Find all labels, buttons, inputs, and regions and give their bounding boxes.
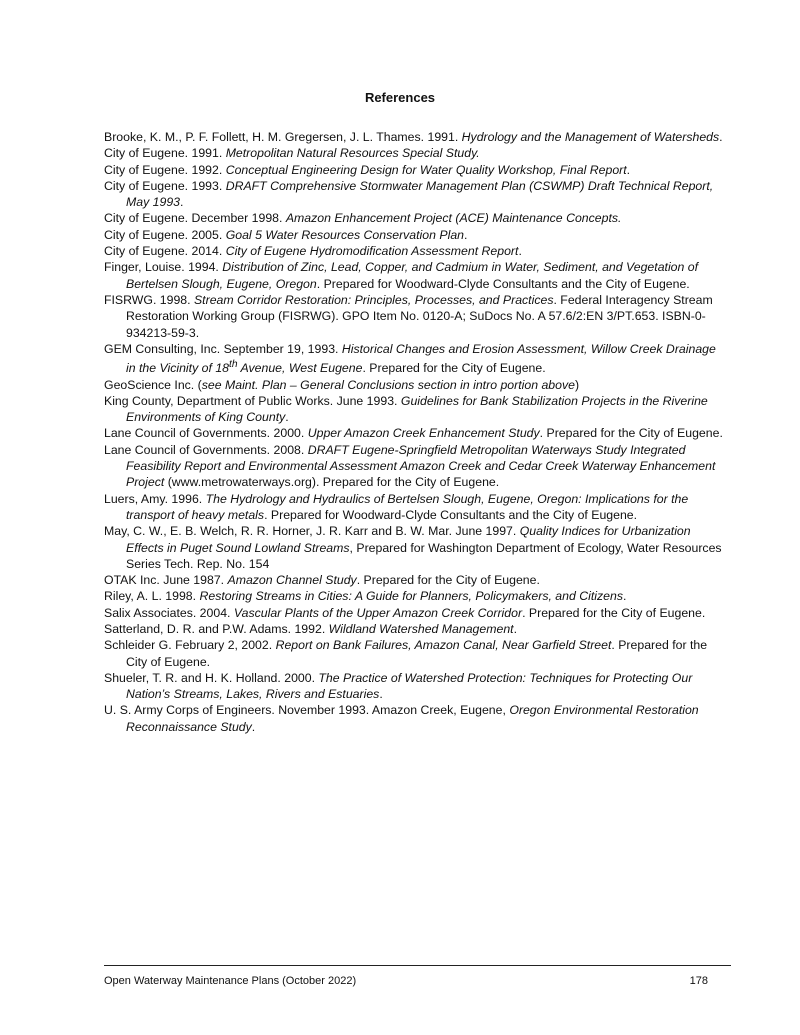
reference-title-continued: Avenue, West Eugene — [237, 361, 363, 376]
reference-entry — [104, 259, 724, 292]
reference-entry — [104, 393, 724, 426]
footer-divider — [104, 965, 731, 966]
reference-author-date: Brooke, K. M., P. F. Follett, H. M. Gregersen, J. L. Thames. 1991. — [104, 130, 462, 144]
reference-publication-details: . — [285, 410, 289, 425]
reference-publication-details: . Prepared for the City of Eugene. — [126, 638, 708, 669]
reference-publication-details: . — [464, 227, 468, 242]
reference-entry — [104, 178, 724, 211]
reference-publication-details: . Prepared for the City of Eugene. — [356, 573, 540, 588]
reference-author-date: U. S. Army Corps of Engineers. November 1993. Amazon Creek, Eugene, — [104, 703, 510, 718]
reference-title: The Practice of Watershed Protection: Techniques for Protecting Our Nation’s Streams, Lakes, Rivers and Estuaries — [126, 670, 693, 702]
reference-publication-details: . Prepared for Woodward-Clyde Consultants and the City of Eugene. — [264, 507, 638, 522]
reference-title: Metropolitan Natural Resources Special Study. — [225, 146, 480, 161]
reference-author-date: Riley, A. L. 1998. — [104, 589, 200, 604]
reference-publication-details: . — [622, 589, 627, 604]
reference-publication-details: . — [180, 195, 184, 210]
reference-entry — [104, 605, 724, 621]
reference-author-date: City of Eugene. December 1998. — [104, 211, 286, 226]
reference-title: Wildland Watershed Management — [328, 622, 514, 636]
reference-title: Conceptual Engineering Design for Water Quality Workshop, Final Report — [225, 162, 627, 177]
reference-title: DRAFT Comprehensive Stormwater Management Plan (CSWMP) Draft Technical Report, May 1993 — [126, 178, 714, 210]
reference-publication-details: . Federal Interagency Stream Restoration Working Group (FISRWG). GPO Item No. 0120-A; SuDocs No. A 57.6/2:EN 3/PT.653. ISBN-0-934213-59-3. — [126, 292, 713, 340]
reference-entry — [104, 523, 724, 572]
page-title: References — [364, 90, 436, 105]
reference-title: Report on Bank Failures, Amazon Canal, Near Garfield Street — [275, 638, 612, 653]
reference-entry — [104, 621, 724, 637]
reference-publication-details: . Prepared for Woodward-Clyde Consultants and the City of Eugene. — [316, 276, 690, 291]
reference-author-date: GeoScience Inc. ( — [104, 377, 202, 392]
reference-title: Vascular Plants of the Upper Amazon Creek Corridor — [233, 605, 523, 620]
reference-entry — [104, 491, 724, 524]
reference-publication-details: (www.metrowaterways.org). Prepared for the City of Eugene. — [164, 475, 500, 490]
reference-title: Quality Indices for Urbanization Effects in Puget Sound Lowland Streams — [126, 524, 691, 555]
reference-publication-details: , Prepared for Washington Department of Ecology, Water Resources Series Tech. Rep. No. 154 — [126, 540, 722, 571]
reference-author-date: Luers, Amy. 1996. — [104, 491, 206, 506]
reference-publication-details: . Prepared for the City of Eugene. — [362, 361, 546, 376]
reference-entry — [104, 129, 724, 145]
reference-author-date: Shueler, T. R. and H. K. Holland. 2000. — [104, 670, 319, 685]
reference-entry — [104, 145, 724, 161]
reference-publication-details: ) — [574, 377, 580, 392]
reference-entry — [104, 292, 724, 341]
reference-entry — [104, 425, 724, 441]
reference-author-date: City of Eugene. 1991. — [104, 146, 226, 161]
reference-author-date: GEM Consulting, Inc. September 19, 1993. — [104, 341, 342, 356]
footer-document-title: Open Waterway Maintenance Plans (October 2022) — [104, 975, 357, 987]
reference-publication-details: . — [719, 130, 723, 144]
reference-entry — [104, 572, 724, 588]
reference-author-date: King County, Department of Public Works. June 1993. — [104, 393, 401, 408]
reference-author-date: May, C. W., E. B. Welch, R. R. Horner, J. R. Karr and B. W. Mar. June 1997. — [104, 524, 520, 539]
reference-title: The Hydrology and Hydraulics of Bertelsen Slough, Eugene, Oregon: Implications for the transport of heavy metals — [126, 491, 689, 522]
reference-publication-details: . — [251, 719, 256, 734]
reference-title-continued — [229, 361, 238, 375]
reference-entry — [104, 377, 724, 393]
reference-author-date: City of Eugene. 1993. — [104, 178, 226, 193]
reference-title: City of Eugene Hydromodification Assessment Report — [225, 244, 519, 259]
reference-entry — [104, 702, 724, 735]
reference-author-date: City of Eugene. 2014. — [104, 244, 226, 259]
reference-publication-details: . Prepared for the City of Eugene. — [539, 426, 723, 441]
reference-title: Restoring Streams in Cities: A Guide for Planners, Policymakers, and Citizens — [199, 589, 623, 604]
page-number: 178 — [689, 975, 708, 987]
reference-author-date: Lane Council of Governments. 2008. — [104, 442, 308, 457]
reference-author-date: Finger, Louise. 1994. — [104, 260, 223, 275]
reference-title: see Maint. Plan – General Conclusions section in intro portion above — [201, 377, 575, 392]
reference-publication-details: . — [626, 162, 631, 177]
reference-title: Amazon Channel Study — [227, 573, 357, 588]
reference-author-date: Satterland, D. R. and P.W. Adams. 1992. — [104, 622, 329, 636]
reference-publication-details: . — [379, 687, 383, 702]
reference-title: Stream Corridor Restoration: Principles, Processes, and Practices — [193, 292, 554, 307]
reference-entry — [104, 227, 724, 243]
reference-title: Distribution of Zinc, Lead, Copper, and Cadmium in Water, Sediment, and Vegetation of Bertelsen Slough, Eugene, Oregon — [126, 260, 699, 291]
reference-author-date: FISRWG. 1998. — [104, 292, 194, 307]
reference-title: Amazon Enhancement Project (ACE) Maintenance Concepts. — [285, 211, 622, 226]
reference-author-date: Schleider G. February 2, 2002. — [104, 638, 276, 653]
reference-publication-details: . — [518, 244, 522, 259]
reference-author-date: Lane Council of Governments. 2000. — [104, 426, 308, 441]
reference-author-date: City of Eugene. 2005. — [104, 227, 226, 242]
reference-entry — [104, 442, 724, 491]
reference-entry — [104, 162, 724, 178]
reference-title: Guidelines for Bank Stabilization Projects in the Riverine Environments of King County — [126, 393, 708, 425]
reference-title: Oregon Environmental Restoration Reconnaissance Study — [126, 703, 699, 734]
reference-title: Upper Amazon Creek Enhancement Study — [307, 426, 540, 441]
reference-entry — [104, 341, 724, 377]
reference-entry — [104, 670, 724, 703]
reference-title: Hydrology and the Management of Watersheds — [461, 130, 720, 144]
reference-list — [104, 129, 724, 735]
reference-publication-details: . Prepared for the City of Eugene. — [522, 605, 706, 620]
reference-entry — [104, 243, 724, 259]
reference-entry — [104, 637, 724, 670]
reference-superscript: th — [229, 359, 238, 371]
reference-title: Goal 5 Water Resources Conservation Plan — [225, 227, 464, 242]
reference-author-date: Salix Associates. 2004. — [104, 605, 234, 620]
reference-title: DRAFT Eugene-Springfield Metropolitan Waterways Study Integrated Feasibility Report and Environmental Assessment Amazon Creek and Cedar Creek Waterway Enhancement Project — [126, 442, 716, 490]
reference-author-date: City of Eugene. 1992. — [104, 162, 226, 177]
reference-entry — [104, 210, 724, 226]
reference-author-date: OTAK Inc. June 1987. — [104, 573, 228, 588]
reference-entry — [104, 588, 724, 604]
reference-title: Historical Changes and Erosion Assessment, Willow Creek Drainage in the Vicinity of 18 — [126, 341, 716, 376]
reference-publication-details: . — [513, 622, 517, 636]
